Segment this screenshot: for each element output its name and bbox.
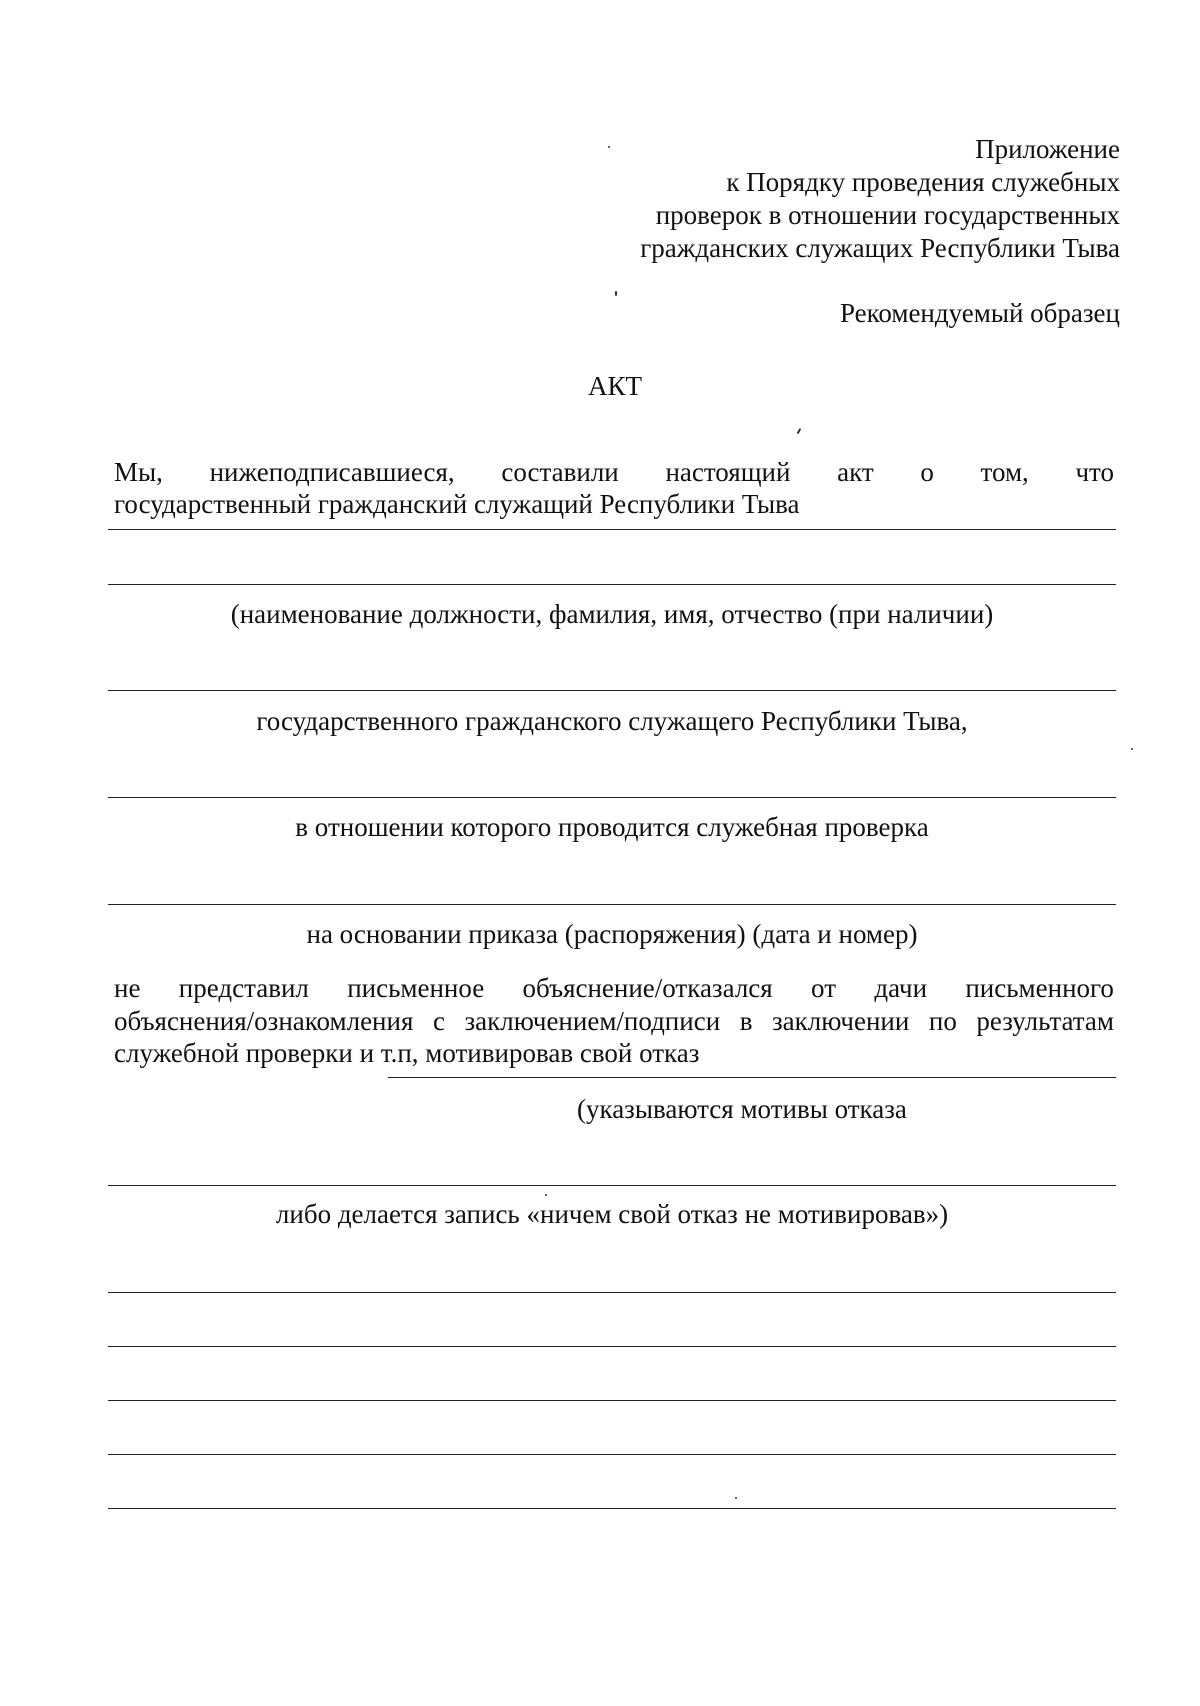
refusal-word: в bbox=[739, 1006, 753, 1036]
fill-line bbox=[108, 1185, 1116, 1186]
scan-speck bbox=[608, 146, 610, 148]
caption-motives-1: (указываются мотивы отказа bbox=[577, 1094, 907, 1124]
scan-speck bbox=[1131, 748, 1133, 750]
refusal-word: заключении bbox=[772, 1006, 910, 1036]
intro-word: составили bbox=[501, 457, 619, 487]
intro-word: настоящий bbox=[665, 457, 791, 487]
refusal-word: объяснение/отказался bbox=[522, 973, 773, 1003]
refusal-line-1 bbox=[114, 972, 1114, 1004]
refusal-line-3: служебной проверки и т.п, мотивировав свой отказ bbox=[114, 1038, 700, 1068]
refusal-word: результатам bbox=[976, 1006, 1114, 1036]
blank-line bbox=[108, 1508, 1116, 1509]
refusal-word: представил bbox=[178, 973, 309, 1003]
appendix-line-4: гражданских служащих Республики Тыва bbox=[640, 233, 1120, 263]
refusal-word: по bbox=[928, 1006, 957, 1036]
refusal-word: не bbox=[114, 973, 141, 1003]
appendix-title: Приложение bbox=[975, 134, 1120, 164]
fill-line bbox=[108, 529, 1116, 530]
refusal-line-2 bbox=[114, 1005, 1114, 1037]
refusal-word: с bbox=[432, 1006, 445, 1036]
blank-line bbox=[108, 1292, 1116, 1293]
fill-line bbox=[108, 584, 1116, 585]
intro-word: нижеподписавшиеся, bbox=[209, 457, 455, 487]
scan-speck bbox=[735, 1497, 737, 1499]
appendix-line-2: к Порядку проведения служебных bbox=[726, 167, 1120, 197]
fill-line-motive bbox=[388, 1077, 1116, 1078]
scan-speck bbox=[797, 428, 801, 434]
fill-line bbox=[108, 690, 1116, 691]
caption-order-basis: на основании приказа (распоряжения) (дата и номер) bbox=[306, 919, 918, 949]
caption-under-check: в отношении которого проводится служебная проверка bbox=[295, 812, 929, 842]
caption-servant: государственного гражданского служащего Республики Тыва, bbox=[256, 706, 968, 736]
intro-word: том, bbox=[980, 457, 1029, 487]
sample-label: Рекомендуемый образец bbox=[839, 298, 1120, 328]
blank-line bbox=[108, 1400, 1116, 1401]
caption-motives-2: либо делается запись «ничем свой отказ не мотивировав») bbox=[275, 1199, 949, 1229]
blank-line bbox=[108, 1454, 1116, 1455]
fill-line bbox=[108, 797, 1116, 798]
scan-speck bbox=[545, 1194, 547, 1196]
refusal-word: заключением/подписи bbox=[464, 1006, 721, 1036]
refusal-word: дачи bbox=[874, 973, 928, 1003]
intro-line-1 bbox=[114, 456, 1114, 488]
refusal-word: объяснения/ознакомления bbox=[114, 1006, 414, 1036]
appendix-line-3: проверок в отношении государственных bbox=[655, 200, 1120, 230]
intro-word: что bbox=[1075, 457, 1114, 487]
scan-speck bbox=[615, 291, 617, 296]
fill-line bbox=[108, 904, 1116, 905]
refusal-word: письменное bbox=[347, 973, 485, 1003]
refusal-word: от bbox=[811, 973, 836, 1003]
intro-word: о bbox=[920, 457, 934, 487]
intro-line-2: государственный гражданский служащий Республики Тыва bbox=[114, 489, 800, 519]
caption-position-name: (наименование должности, фамилия, имя, отчество (при наличии) bbox=[230, 599, 994, 629]
document-title: АКТ bbox=[588, 371, 642, 401]
intro-word: акт bbox=[837, 457, 874, 487]
refusal-word: письменного bbox=[965, 973, 1114, 1003]
blank-line bbox=[108, 1346, 1116, 1347]
intro-word: Мы, bbox=[114, 457, 163, 487]
